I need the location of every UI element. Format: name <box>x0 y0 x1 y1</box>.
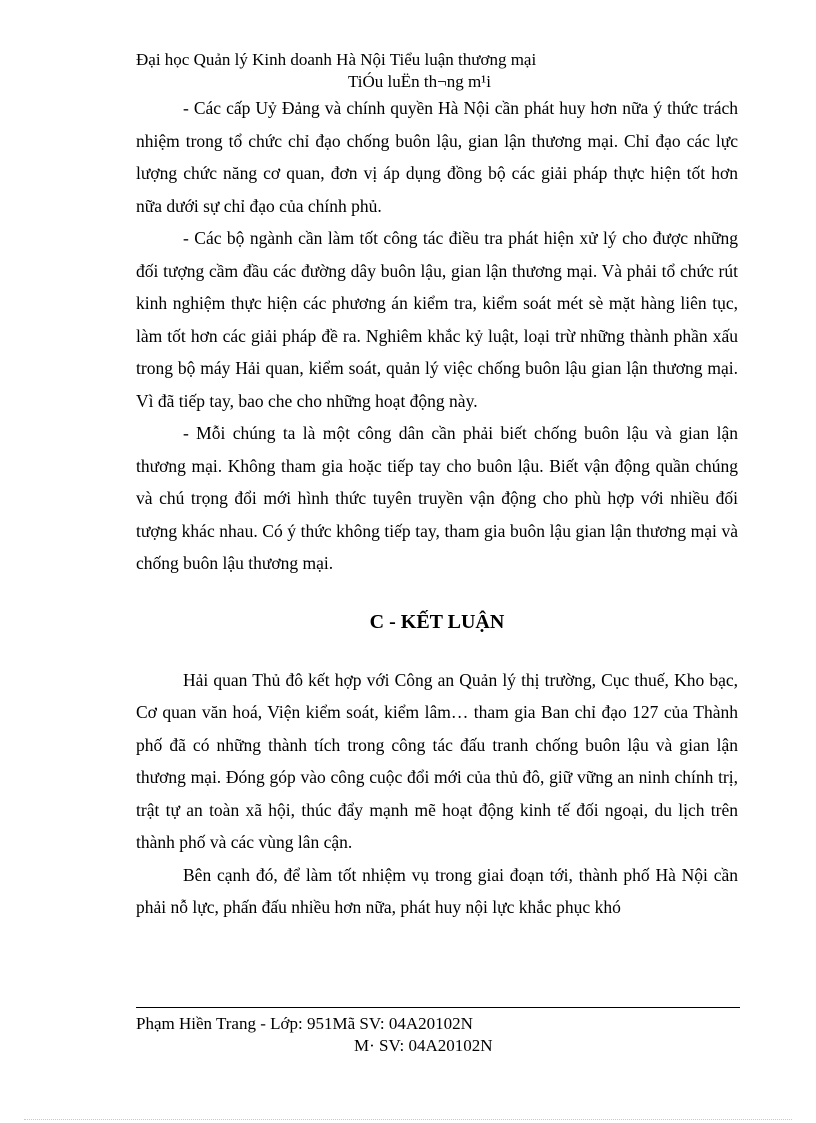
section-title: C - KẾT LUẬN <box>369 610 505 633</box>
page-header-garbled: TiÓu luËn th¬ng m¹i <box>348 72 491 91</box>
paragraph-citizens: - Mỗi chúng ta là một công dân cần phải biết chống buôn lậu và gian lận thương mại. Không tham gia hoặc tiếp tay cho buôn lậu. Biết vận động quần chúng và chú trọng đổi mới hình thức tuyên truyền vận động cho phù hợp với nhiều đối tượng khác nhau. Có ý thức không tiếp tay, tham gia buôn lậu gian lận thương mại và chống buôn lậu thương mại. <box>136 423 738 573</box>
page-bottom-border <box>24 1119 792 1120</box>
paragraph-ministries: - Các bộ ngành cần làm tốt công tác điều tra phát hiện xử lý cho được những đối tượng cầm đầu các đường dây buôn lậu, gian lận thương mại. Và phải tổ chức rút kinh nghiệm thực hiện các phương án kiểm tra, kiểm soát mét sè mặt hàng liên tục, làm tốt hơn các giải pháp đề ra. Nghiêm khắc kỷ luật, loại trừ những thành phần xấu trong bộ máy Hải quan, kiểm soát, quản lý việc chống buôn lậu gian lận thương mại. Vì đã tiếp tay, bao che cho những hoạt động này. <box>136 228 738 411</box>
paragraph-party-committees: - Các cấp Uỷ Đảng và chính quyền Hà Nội cần phát huy hơn nữa ý thức trách nhiệm trong tổ chức chỉ đạo chống buôn lậu, gian lận thương mại. Chỉ đạo các lực lượng chức năng cơ quan, đơn vị áp dụng đồng bộ các giải pháp thực hiện tốt hơn nữa dưới sự chỉ đạo của chính phủ. <box>136 98 738 216</box>
page-header: Đại học Quản lý Kinh doanh Hà Nội Tiểu luận thương mại <box>136 50 537 69</box>
footer-divider <box>136 1007 740 1008</box>
paragraph-conclusion-next-steps: Bên cạnh đó, để làm tốt nhiệm vụ trong giai đoạn tới, thành phố Hà Nội cần phải nỗ lực, phấn đấu nhiều hơn nữa, phát huy nội lực khắc phục khó <box>136 864 738 917</box>
page-footer-garbled: M· SV: 04A20102N <box>354 1036 493 1055</box>
document-body <box>136 92 738 924</box>
page-footer: Phạm Hiền Trang - Lớp: 951Mã SV: 04A20102N <box>136 1014 473 1033</box>
paragraph-conclusion-customs: Hải quan Thủ đô kết hợp với Công an Quản lý thị trường, Cục thuế, Kho bạc, Cơ quan văn hoá, Viện kiểm soát, kiểm lâm… tham gia Ban chỉ đạo 127 của Thành phố đã có những thành tích trong công tác đấu tranh chống buôn lậu và gian lận thương mại. Đóng góp vào công cuộc đổi mới của thủ đô, giữ vững an ninh chính trị, trật tự an toàn xã hội, thúc đẩy mạnh mẽ hoạt động kinh tế đối ngoại, du lịch trên thành phố và các vùng lân cận. <box>136 669 738 852</box>
